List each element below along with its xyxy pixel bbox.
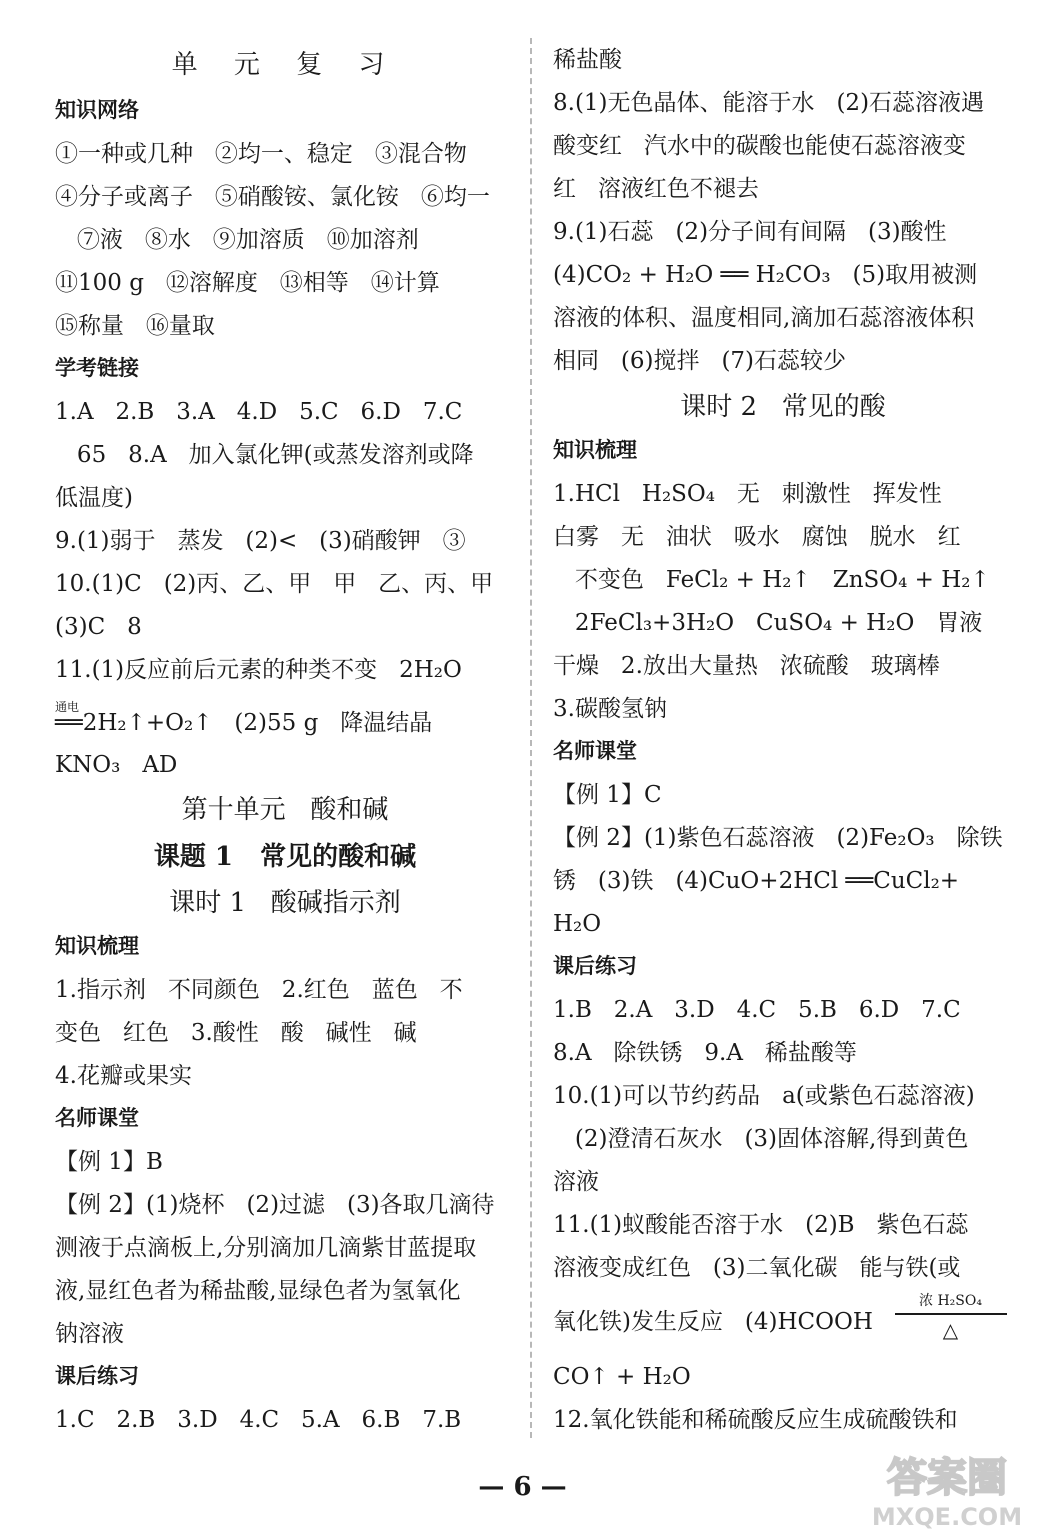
answer-line: 液,显红色者为稀盐酸,显绿色者为氢氧化 — [55, 1278, 461, 1304]
answer-line: 3.碳酸氢钠 — [553, 696, 667, 722]
answer-line: ⑮称量 ⑯量取 — [55, 313, 215, 339]
answer-line: 不变色 FeCl₂ + H₂↑ ZnSO₄ + H₂↑ — [553, 567, 990, 593]
page-number: — 6 — — [478, 1472, 567, 1502]
answer-line: 低温度) — [55, 485, 133, 511]
topic-title: 课题 1 常见的酸和碱 — [153, 842, 417, 872]
answer-line: 9.(1)弱于 蒸发 (2)< (3)硝酸钾 ③ — [55, 528, 466, 554]
answer-line: 溶液的体积、温度相同,滴加石蕊溶液体积 — [553, 305, 975, 331]
answer-line: 2FeCl₃+3H₂O CuSO₄ + H₂O 胃液 — [553, 610, 983, 636]
section-heading: 课后练习 — [553, 954, 637, 978]
unit-ten-title: 第十单元 酸和碱 — [181, 795, 389, 825]
answer-line: 1.C 2.B 3.D 4.C 5.A 6.B 7.B — [55, 1407, 462, 1433]
unit-review-title: 单 元 复 习 — [171, 50, 399, 80]
heat-symbol: △ — [942, 1318, 959, 1342]
answer-line: ⑪100 g ⑫溶解度 ⑬相等 ⑭计算 — [55, 270, 440, 296]
answer-line: 1.B 2.A 3.D 4.C 5.B 6.D 7.C — [553, 997, 961, 1023]
answer-line: 溶液变成红色 (3)二氧化碳 能与铁(或 — [553, 1255, 961, 1281]
answer-line: (3)C 8 — [55, 614, 142, 640]
answer-line: ⑦液 ⑧水 ⑨加溶质 ⑩加溶剂 — [55, 227, 419, 253]
section-heading: 名师课堂 — [553, 739, 637, 763]
answer-line: 1.指示剂 不同颜色 2.红色 蓝色 不 — [55, 977, 463, 1003]
answer-line: ④分子或离子 ⑤硝酸铵、氯化铵 ⑥均一 — [55, 184, 490, 210]
answer-line: 65 8.A 加入氯化钾(或蒸发溶剂或降 — [55, 442, 474, 468]
reaction-bar — [895, 1313, 1007, 1315]
lesson2-title: 课时 2 常见的酸 — [680, 392, 886, 422]
answer-line: ══2H₂↑+O₂↑ (2)55 g 降温结晶 — [55, 710, 433, 736]
answer-line: 锈 (3)铁 (4)CuO+2HCl ══CuCl₂+ — [553, 868, 960, 894]
answer-line: H₂O — [553, 911, 602, 937]
answer-line: 11.(1)蚁酸能否溶于水 (2)B 紫色石蕊 — [553, 1212, 969, 1238]
answer-line: 稀盐酸 — [553, 47, 622, 73]
answer-line: 11.(1)反应前后元素的种类不变 2H₂O — [55, 657, 462, 683]
watermark-text-top: 答案圈 — [887, 1455, 1007, 1501]
section-heading: 知识网络 — [55, 98, 139, 122]
answer-line: 8.(1)无色晶体、能溶于水 (2)石蕊溶液遇 — [553, 90, 985, 116]
answer-line: 1.HCl H₂SO₄ 无 刺激性 挥发性 — [553, 481, 942, 507]
section-heading: 知识梳理 — [553, 438, 637, 462]
watermark-logo — [855, 1445, 1040, 1533]
answer-line: 【例 2】(1)烧杯 (2)过滤 (3)各取几滴待 — [55, 1192, 495, 1218]
answer-line: 4.花瓣或果实 — [55, 1063, 192, 1089]
answer-line: 氧化铁)发生反应 (4)HCOOH — [553, 1309, 873, 1335]
answer-line: 酸变红 汽水中的碳酸也能使石蕊溶液变 — [553, 133, 966, 159]
reaction-condition: 浓 H₂SO₄ — [919, 1293, 982, 1309]
answer-line: 10.(1)C (2)丙、乙、甲 甲 乙、丙、甲 — [55, 571, 494, 597]
answer-line: ①一种或几种 ②均一、稳定 ③混合物 — [55, 141, 467, 167]
answer-line: 钠溶液 — [55, 1321, 124, 1347]
electrolysis-condition: 通电 — [55, 700, 80, 714]
section-heading: 名师课堂 — [55, 1106, 139, 1130]
answer-line: (2)澄清石灰水 (3)固体溶解,得到黄色 — [553, 1126, 969, 1152]
answer-line: 【例 1】C — [553, 782, 662, 808]
column-divider — [530, 38, 532, 1438]
answer-line: 【例 2】(1)紫色石蕊溶液 (2)Fe₂O₃ 除铁 — [553, 825, 1003, 851]
watermark-text-bottom: MXQE.COM — [871, 1503, 1023, 1531]
answer-line: 溶液 — [553, 1169, 599, 1195]
answer-line: 9.(1)石蕊 (2)分子间有间隔 (3)酸性 — [553, 219, 947, 245]
answer-line: 【例 1】B — [55, 1149, 163, 1175]
section-heading: 知识梳理 — [55, 934, 139, 958]
answer-line: 12.氧化铁能和稀硫酸反应生成硫酸铁和 — [553, 1407, 958, 1433]
section-heading: 课后练习 — [55, 1364, 139, 1388]
answer-line: 干燥 2.放出大量热 浓硫酸 玻璃棒 — [553, 653, 940, 679]
answer-line: 10.(1)可以节约药品 a(或紫色石蕊溶液) — [553, 1083, 975, 1109]
answer-line: (4)CO₂ + H₂O ══ H₂CO₃ (5)取用被测 — [553, 262, 978, 288]
answer-line: 8.A 除铁锈 9.A 稀盐酸等 — [553, 1040, 857, 1066]
section-heading: 学考链接 — [55, 356, 139, 380]
answer-line: 红 溶液红色不褪去 — [553, 176, 759, 202]
answer-line: CO↑ + H₂O — [553, 1364, 691, 1390]
answer-line: 相同 (6)搅拌 (7)石蕊较少 — [553, 348, 847, 374]
answer-line: 白雾 无 油状 吸水 腐蚀 脱水 红 — [553, 524, 961, 550]
answer-line: 1.A 2.B 3.A 4.D 5.C 6.D 7.C — [55, 399, 463, 425]
answer-line: 测液于点滴板上,分别滴加几滴紫甘蓝提取 — [55, 1235, 477, 1261]
lesson1-title: 课时 1 酸碱指示剂 — [169, 888, 401, 918]
answer-line: 变色 红色 3.酸性 酸 碱性 碱 — [55, 1020, 417, 1046]
answer-line: KNO₃ AD — [55, 752, 178, 778]
